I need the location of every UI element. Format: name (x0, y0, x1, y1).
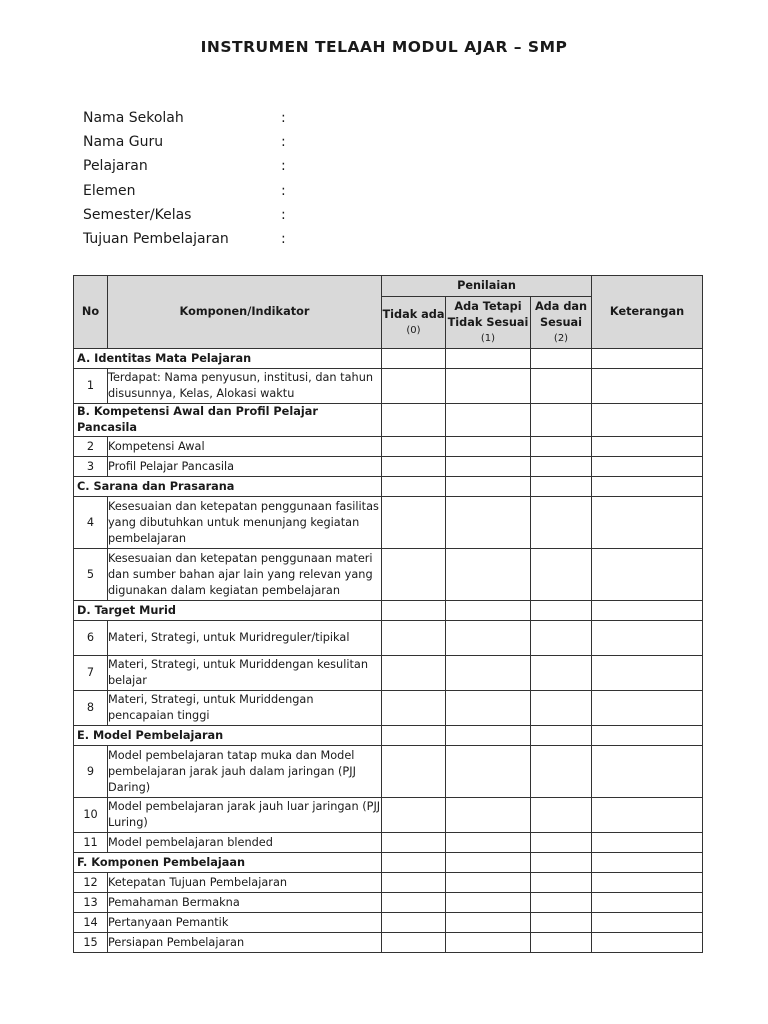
empty-cell (531, 477, 592, 497)
score-cell-ada-tetapi (446, 621, 531, 656)
table-row (74, 691, 703, 726)
indicator-text: Kompetensi Awal (108, 437, 382, 457)
table-row (74, 369, 703, 404)
keterangan-cell (592, 497, 703, 549)
empty-cell (446, 477, 531, 497)
info-colon: : (281, 182, 286, 199)
empty-cell (382, 726, 446, 746)
empty-cell (592, 726, 703, 746)
empty-cell (382, 477, 446, 497)
score-cell-ada-tetapi (446, 437, 531, 457)
score-cell-ada-sesuai (531, 873, 592, 893)
row-number: 5 (74, 549, 108, 601)
table-row (74, 893, 703, 913)
indicator-text: Persiapan Pembelajaran (108, 933, 382, 953)
score-cell-ada-tetapi (446, 369, 531, 404)
empty-cell (592, 601, 703, 621)
table-row (74, 913, 703, 933)
header-tidak-ada-score: (0) (406, 324, 421, 336)
score-cell-tidak-ada (382, 691, 446, 726)
score-cell-ada-sesuai (531, 746, 592, 798)
info-colon: : (281, 158, 286, 175)
keterangan-cell (592, 913, 703, 933)
score-cell-tidak-ada (382, 549, 446, 601)
header-tidak-ada-label: Tidak ada (382, 307, 445, 321)
header-ada-sesuai-score: (2) (553, 332, 569, 344)
section-row (74, 853, 703, 873)
keterangan-cell (592, 621, 703, 656)
keterangan-cell (592, 933, 703, 953)
info-label: Nama Sekolah (83, 110, 184, 126)
score-cell-tidak-ada (382, 656, 446, 691)
empty-cell (531, 601, 592, 621)
indicator-text: Materi, Strategi, untuk Muridreguler/tipikal (108, 621, 382, 656)
table-body (74, 349, 703, 953)
score-cell-ada-sesuai (531, 913, 592, 933)
empty-cell (531, 853, 592, 873)
row-number: 15 (74, 933, 108, 953)
score-cell-ada-sesuai (531, 798, 592, 833)
row-number: 6 (74, 621, 108, 656)
keterangan-cell (592, 893, 703, 913)
row-number: 11 (74, 833, 108, 853)
score-cell-ada-tetapi (446, 746, 531, 798)
empty-cell (382, 404, 446, 437)
info-colon: : (281, 230, 286, 247)
info-colon: : (281, 134, 286, 151)
score-cell-ada-tetapi (446, 549, 531, 601)
empty-cell (446, 726, 531, 746)
score-cell-tidak-ada (382, 437, 446, 457)
info-label: Nama Guru (83, 134, 164, 151)
section-title: A. Identitas Mata Pelajaran (74, 349, 382, 369)
row-number: 3 (74, 457, 108, 477)
info-label: Pelajaran (83, 158, 148, 175)
row-number: 13 (74, 893, 108, 913)
empty-cell (382, 853, 446, 873)
score-cell-ada-tetapi (446, 656, 531, 691)
score-cell-tidak-ada (382, 497, 446, 549)
header-no: No (74, 276, 108, 349)
score-cell-tidak-ada (382, 369, 446, 404)
section-row (74, 601, 703, 621)
score-cell-ada-tetapi (446, 893, 531, 913)
score-cell-ada-sesuai (531, 549, 592, 601)
keterangan-cell (592, 656, 703, 691)
section-title: C. Sarana dan Prasarana (74, 477, 382, 497)
info-colon: : (281, 110, 286, 126)
indicator-text: Ketepatan Tujuan Pembelajaran (108, 873, 382, 893)
header-tidak-ada (382, 297, 446, 349)
score-cell-tidak-ada (382, 893, 446, 913)
score-cell-tidak-ada (382, 933, 446, 953)
row-number: 8 (74, 691, 108, 726)
row-number: 12 (74, 873, 108, 893)
header-ada-sesuai (531, 297, 592, 349)
table-row (74, 457, 703, 477)
info-label: Semester/Kelas (83, 206, 192, 223)
table-row (74, 656, 703, 691)
score-cell-tidak-ada (382, 913, 446, 933)
empty-cell (592, 404, 703, 437)
score-cell-tidak-ada (382, 873, 446, 893)
section-row (74, 726, 703, 746)
keterangan-cell (592, 746, 703, 798)
row-number: 1 (74, 369, 108, 404)
score-cell-tidak-ada (382, 746, 446, 798)
score-cell-ada-tetapi (446, 913, 531, 933)
score-cell-ada-tetapi (446, 833, 531, 853)
keterangan-cell (592, 691, 703, 726)
info-colon: : (281, 206, 286, 223)
info-label: Tujuan Pembelajaran (83, 230, 229, 247)
table-row (74, 833, 703, 853)
empty-cell (446, 404, 531, 437)
empty-cell (531, 726, 592, 746)
indicator-text: Terdapat: Nama penyusun, institusi, dan tahun disusunnya, Kelas, Alokasi waktu (108, 369, 382, 404)
score-cell-ada-sesuai (531, 497, 592, 549)
header-komponen: Komponen/Indikator (108, 276, 382, 349)
indicator-text: Pertanyaan Pemantik (108, 913, 382, 933)
table-row (74, 746, 703, 798)
score-cell-ada-sesuai (531, 437, 592, 457)
section-title: B. Kompetensi Awal dan Profil Pelajar Pancasila (74, 404, 382, 437)
keterangan-cell (592, 833, 703, 853)
section-title: E. Model Pembelajaran (74, 726, 382, 746)
keterangan-cell (592, 457, 703, 477)
section-title: D. Target Murid (74, 601, 382, 621)
indicator-text: Profil Pelajar Pancasila (108, 457, 382, 477)
empty-cell (592, 349, 703, 369)
table-row (74, 621, 703, 656)
table-row (74, 798, 703, 833)
empty-cell (382, 601, 446, 621)
empty-cell (592, 477, 703, 497)
section-row (74, 404, 703, 437)
section-title: F. Komponen Pembelajaan (74, 853, 382, 873)
row-number: 7 (74, 656, 108, 691)
row-number: 10 (74, 798, 108, 833)
header-penilaian: Penilaian (382, 276, 592, 297)
score-cell-ada-tetapi (446, 798, 531, 833)
score-cell-ada-tetapi (446, 933, 531, 953)
table-row (74, 549, 703, 601)
indicator-text: Model pembelajaran jarak jauh luar jaringan (PJJ Luring) (108, 798, 382, 833)
empty-cell (531, 404, 592, 437)
score-cell-ada-sesuai (531, 621, 592, 656)
empty-cell (446, 349, 531, 369)
table-row (74, 933, 703, 953)
score-cell-ada-tetapi (446, 873, 531, 893)
score-cell-ada-tetapi (446, 457, 531, 477)
section-row (74, 477, 703, 497)
page-title: INSTRUMEN TELAAH MODUL AJAR – SMP (200, 38, 568, 56)
indicator-text: Kesesuaian dan ketepatan penggunaan fasilitas yang dibutuhkan untuk menunjang kegiatan pembelajaran (108, 497, 382, 549)
empty-cell (446, 853, 531, 873)
info-label: Elemen (83, 182, 136, 199)
assessment-table (73, 275, 703, 953)
indicator-text: Kesesuaian dan ketepatan penggunaan materi dan sumber bahan ajar lain yang relevan yang digunakan dalam kegiatan pembelajaran (108, 549, 382, 601)
empty-cell (592, 853, 703, 873)
header-ada-tetapi-score: (1) (480, 332, 496, 344)
score-cell-tidak-ada (382, 798, 446, 833)
indicator-text: Model pembelajaran blended (108, 833, 382, 853)
row-number: 2 (74, 437, 108, 457)
score-cell-ada-sesuai (531, 691, 592, 726)
score-cell-ada-sesuai (531, 656, 592, 691)
indicator-text: Materi, Strategi, untuk Muriddengan pencapaian tinggi (108, 691, 382, 726)
score-cell-ada-sesuai (531, 933, 592, 953)
indicator-text: Model pembelajaran tatap muka dan Model pembelajaran jarak jauh dalam jaringan (PJJ Daring) (108, 746, 382, 798)
score-cell-tidak-ada (382, 457, 446, 477)
score-cell-ada-sesuai (531, 893, 592, 913)
row-number: 9 (74, 746, 108, 798)
table-row (74, 873, 703, 893)
table-row (74, 497, 703, 549)
row-number: 14 (74, 913, 108, 933)
indicator-text: Materi, Strategi, untuk Muriddengan kesulitan belajar (108, 656, 382, 691)
keterangan-cell (592, 549, 703, 601)
keterangan-cell (592, 873, 703, 893)
header-ada-tetapi (446, 297, 531, 349)
score-cell-tidak-ada (382, 621, 446, 656)
row-number: 4 (74, 497, 108, 549)
keterangan-cell (592, 369, 703, 404)
score-cell-ada-tetapi (446, 691, 531, 726)
score-cell-ada-sesuai (531, 457, 592, 477)
score-cell-ada-sesuai (531, 833, 592, 853)
empty-cell (531, 349, 592, 369)
indicator-text: Pemahaman Bermakna (108, 893, 382, 913)
score-cell-tidak-ada (382, 833, 446, 853)
table-row (74, 437, 703, 457)
section-row (74, 349, 703, 369)
score-cell-ada-tetapi (446, 497, 531, 549)
keterangan-cell (592, 798, 703, 833)
header-ada-sesuai-label: Ada dan Sesuai (534, 299, 588, 329)
empty-cell (446, 601, 531, 621)
score-cell-ada-sesuai (531, 369, 592, 404)
empty-cell (382, 349, 446, 369)
keterangan-cell (592, 437, 703, 457)
header-keterangan: Keterangan (592, 276, 703, 349)
header-ada-tetapi-label: Ada Tetapi Tidak Sesuai (447, 299, 529, 329)
